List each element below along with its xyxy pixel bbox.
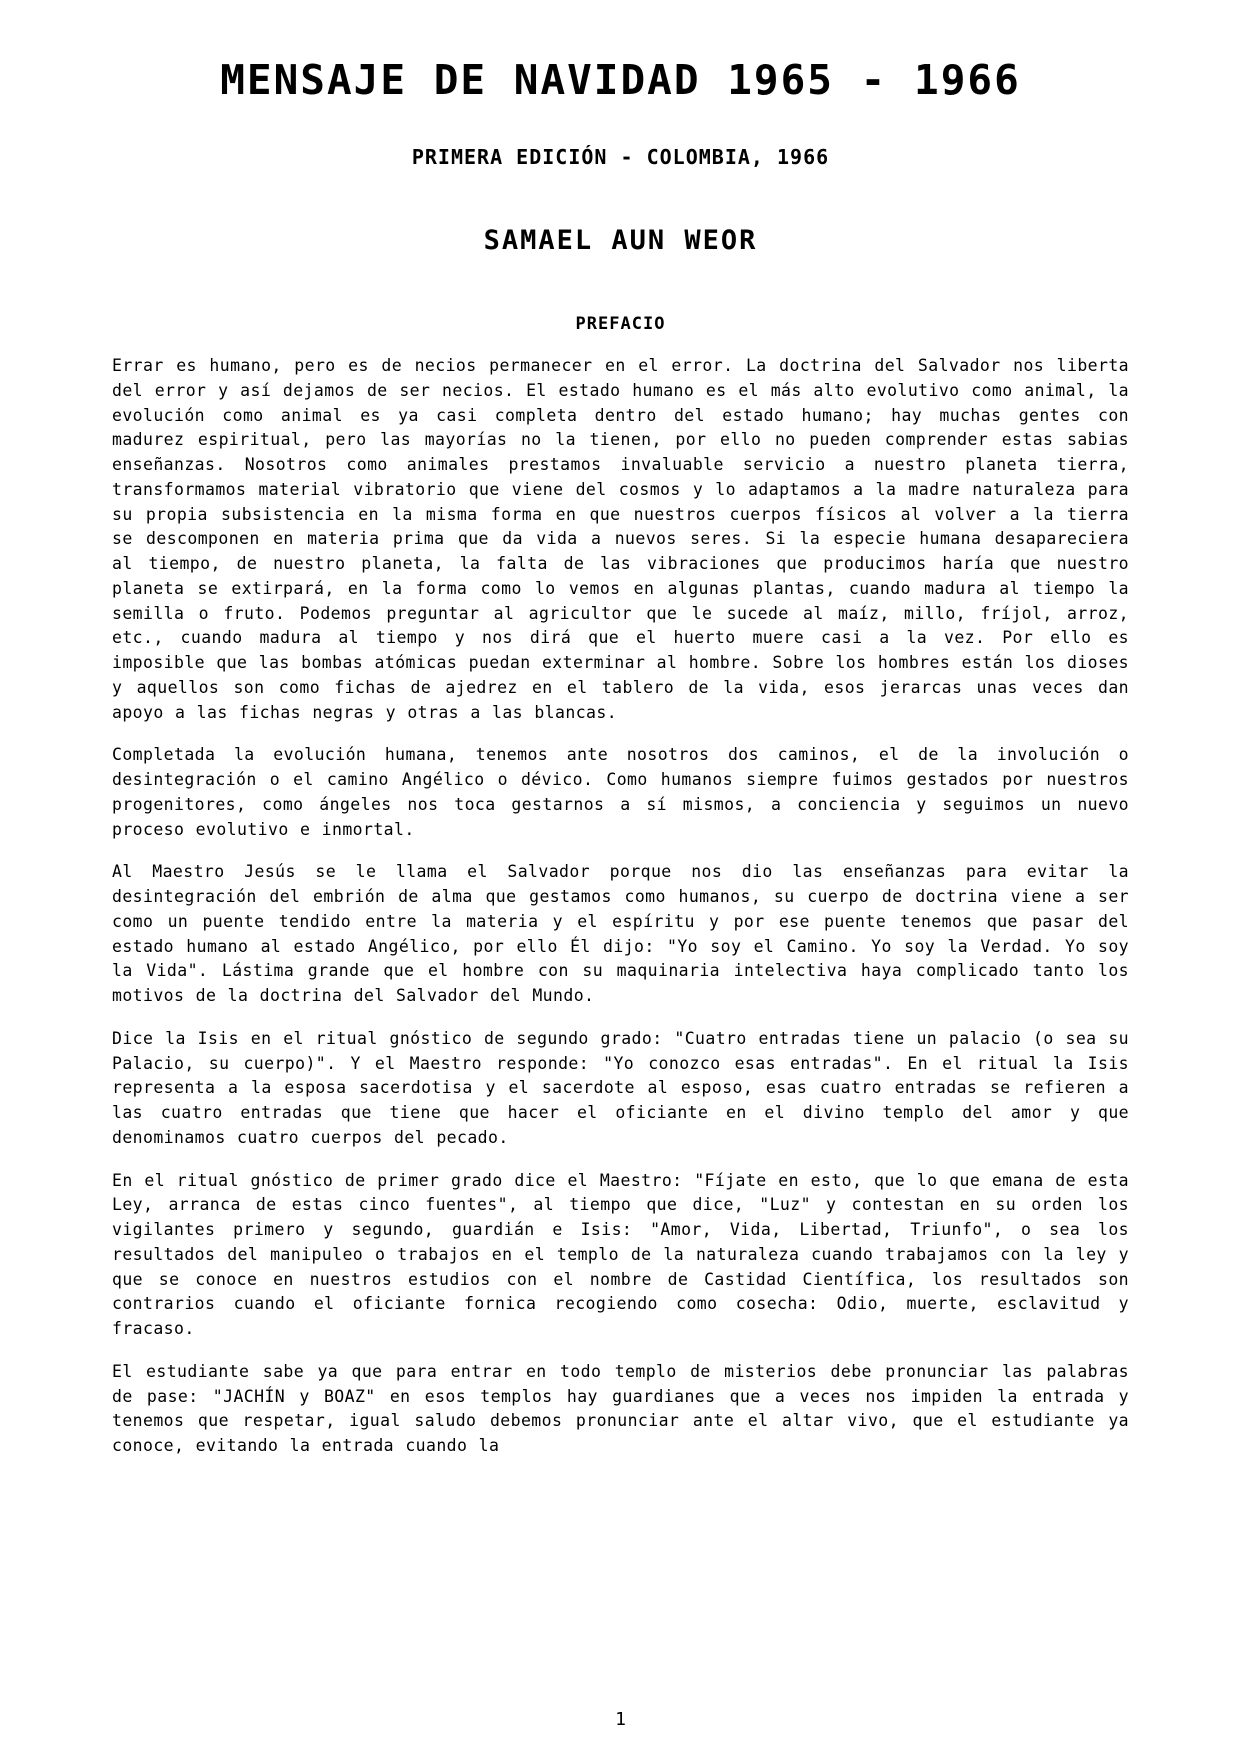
paragraph: Errar es humano, pero es de necios permanecer en el error. La doctrina del Salvador nos liberta del error y así dejamos de ser necios. El estado humano es el más alto evolutivo como animal, la evolución como animal es ya casi completa dentro del estado humano; hay muchas gentes con madurez espiritual, pero las mayorías no la tienen, por ello no pueden comprender estas sabias enseñanzas. Nosotros como animales prestamos invaluable servicio a nuestro planeta tierra, transformamos material vibratorio que viene del cosmos y lo adaptamos a la madre naturaleza para su propia subsistencia en la misma forma en que nuestros cuerpos físicos al volver a la tierra se descomponen en materia prima que da vida a nuevos seres. Si la especie humana desapareciera al tiempo, de nuestro planeta, la falta de las vibraciones que producimos haría que nuestro planeta se extirpará, en la forma como lo vemos en algunas plantas, cuando madura al tiempo la semilla o fruto. Podemos preguntar al agricultor que le sucede al maíz, millo, fríjol, arroz, etc., cuando madura al tiempo y nos dirá que el huerto muere casi a la vez. Por ello es imposible que las bombas atómicas puedan exterminar al hombre. Sobre los hombres están los dioses y aquellos son como fichas de ajedrez en el tablero de la vida, esos jerarcas unas veces dan apoyo a las fichas negras y otras a las blancas.: [112, 356, 1129, 722]
document-title: MENSAJE DE NAVIDAD 1965 - 1966: [220, 56, 1021, 104]
document-author: SAMAEL AUN WEOR: [483, 225, 758, 257]
paragraph: El estudiante sabe ya que para entrar en todo templo de misterios debe pronunciar las palabras de pase: "JACHÍN y BOAZ" en esos templos hay guardianes que a veces nos impiden la entrada y tenemos que respetar, igual saludo debemos pronunciar ante el altar vivo, que el estudiante ya conoce, evitando la entrada cuando la: [112, 1361, 1129, 1456]
paragraph: En el ritual gnóstico de primer grado dice el Maestro: "Fíjate en esto, que lo que emana de esta Ley, arranca de estas cinco fuentes", al tiempo que dice, "Luz" y contestan en su orden los vigilantes primero y segundo, guardián e Isis: "Amor, Vida, Libertad, Triunfo", o sea los resultados del manipuleo o trabajos en el templo de la naturaleza cuando trabajamos con la ley y que se conoce en nuestros estudios con el nombre de Castidad Científica, los resultados son contrarios cuando el oficiante fornica recogiendo como cosecha: Odio, muerte, esclavitud y fracaso.: [112, 1170, 1129, 1339]
section-heading-prefacio: PREFACIO: [575, 314, 666, 335]
document-subtitle: PRIMERA EDICIÓN - COLOMBIA, 1966: [411, 145, 830, 170]
paragraph: Al Maestro Jesús se le llama el Salvador porque nos dio las enseñanzas para evitar la desintegración del embrión de alma que gestamos como humanos, su cuerpo de doctrina viene a ser como un puente tendido entre la materia y el espíritu y por ese puente tenemos que pasar del estado humano al estado Angélico, por ello Él dijo: "Yo soy el Camino. Yo soy la Verdad. Yo soy la Vida". Lástima grande que el hombre con su maquinaria intelectiva haya complicado tanto los motivos de la doctrina del Salvador del Mundo.: [112, 862, 1129, 1006]
paragraph: Dice la Isis en el ritual gnóstico de segundo grado: "Cuatro entradas tiene un palacio (o sea su Palacio, su cuerpo)". Y el Maestro responde: "Yo conozco esas entradas". En el ritual la Isis representa a la esposa sacerdotisa y el sacerdote al esposo, esas cuatro entradas se refieren a las cuatro entradas que tiene que hacer el oficiante en el divino templo del amor y que denominamos cuatro cuerpos del pecado.: [112, 1028, 1129, 1147]
page-number: 1: [615, 1709, 626, 1730]
paragraph: Completada la evolución humana, tenemos ante nosotros dos caminos, el de la involución o desintegración o el camino Angélico o dévico. Como humanos siempre fuimos gestados por nuestros progenitores, como ángeles nos toca gestarnos a sí mismos, a conciencia y seguimos un nuevo proceso evolutivo e inmortal.: [112, 745, 1129, 839]
